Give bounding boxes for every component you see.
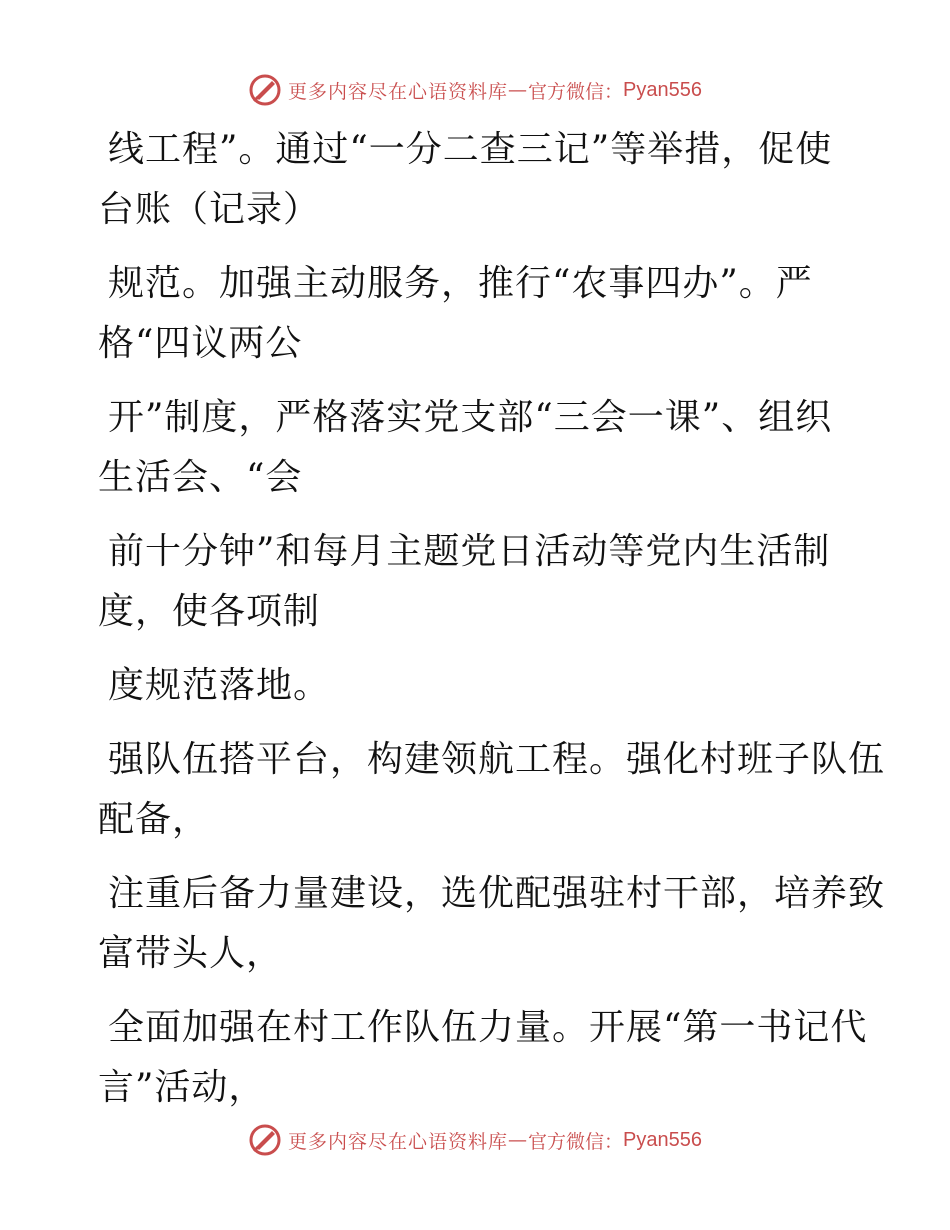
paragraph-line: 前十分钟”和每月主题党日活动等党内生活制 xyxy=(108,531,831,572)
paragraph-line: 强队伍搭平台，构建领航工程。强化村班子队伍 xyxy=(108,739,886,780)
watermark-wechat-label: 官方微信： xyxy=(528,80,624,103)
paragraph xyxy=(98,998,868,1118)
paragraph-line: 注重后备力量建设，选优配强驻村干部，培养致 xyxy=(108,873,886,914)
watermark-wechat-id: Pyan556 xyxy=(623,78,702,101)
paragraph xyxy=(98,388,838,508)
paragraph xyxy=(98,656,838,716)
paragraph xyxy=(98,254,838,374)
footer-watermark xyxy=(0,1120,950,1160)
paragraph-line: 生活会、“会 xyxy=(98,457,303,498)
paragraph-line: 开”制度，严格落实党支部“三会一课”、组织 xyxy=(108,397,833,438)
document-body xyxy=(98,120,886,1132)
watermark-site-text: 更多内容尽在心语资料库 xyxy=(288,80,509,103)
paragraph-line: 言”活动， xyxy=(98,1067,266,1108)
paragraph-line: 全面加强在村工作队伍力量。开展“第一书记代 xyxy=(108,1007,868,1048)
paragraph-line: 格“四议两公 xyxy=(98,323,303,364)
paragraph xyxy=(98,522,838,642)
watermark-wechat-label: 官方微信： xyxy=(528,1130,624,1153)
paragraph-line: 富带头人， xyxy=(98,933,284,974)
watermark-site-text: 更多内容尽在心语资料库 xyxy=(288,1130,509,1153)
paragraph-line: 度规范落地。 xyxy=(108,665,331,706)
watermark-wechat-id: Pyan556 xyxy=(623,1128,702,1151)
paragraph xyxy=(98,864,886,984)
watermark-separator: — xyxy=(508,1129,529,1151)
header-watermark xyxy=(0,70,950,110)
brush-seal-icon xyxy=(248,73,282,107)
paragraph-line: 线工程”。通过“一分二查三记”等举措，促使 xyxy=(108,129,833,170)
paragraph xyxy=(98,120,838,240)
paragraph xyxy=(98,730,886,850)
paragraph-line: 配备， xyxy=(98,799,210,840)
brush-seal-icon xyxy=(248,1123,282,1157)
watermark-separator: — xyxy=(508,79,529,101)
paragraph-line: 规范。加强主动服务，推行“农事四办”。严 xyxy=(108,263,813,304)
paragraph-line: 台账（记录） xyxy=(98,189,321,230)
paragraph-line: 度，使各项制 xyxy=(98,591,321,632)
